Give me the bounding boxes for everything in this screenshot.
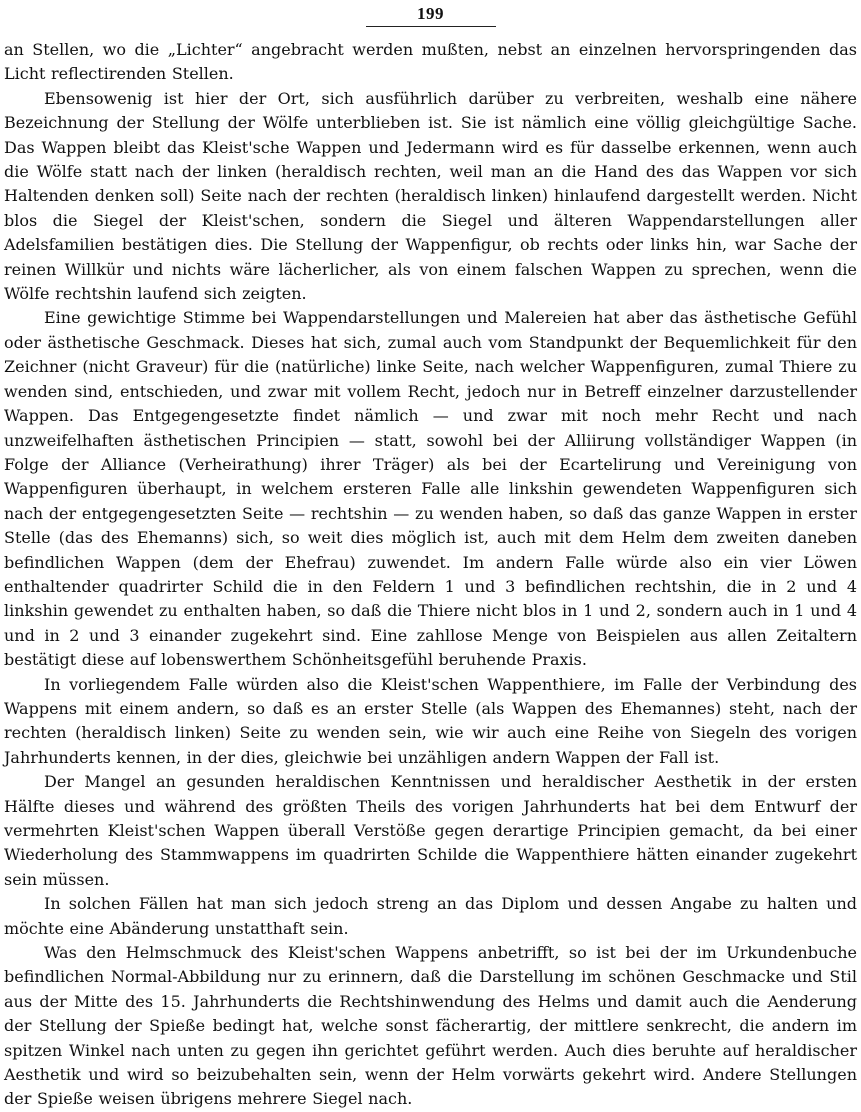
- header-rule: [366, 26, 496, 27]
- page-number: 199: [417, 4, 444, 23]
- paragraph: an Stellen, wo die „Lichter“ angebracht werden mußten, nebst an einzelnen hervorspringenden das Licht reflectirenden Stellen.: [4, 40, 857, 84]
- paragraph: In vorliegendem Falle würden also die Kleist'schen Wappenthiere, im Falle der Verbindung des Wappens mit einem andern, so daß es an erster Stelle (als Wappen des Ehemannes) steht, nach der rechten (heraldisch linken) Seite zu wenden sein, wie wir auch eine Reihe von Siegeln des vorigen Jahrhunderts kennen, in der dies, gleichwie bei unzähligen andern Wappen der Fall ist.: [4, 674, 857, 767]
- page-header: [4, 0, 857, 38]
- paragraph: Was den Helmschmuck des Kleist'schen Wappens anbetrifft, so ist bei der im Urkundenbuche befindlichen Normal-Abbildung nur zu erinnern, daß die Darstellung im schönen Geschmacke und Stil aus der Mitte des 15. Jahrhunderts die Rechtshinwendung des Helms und damit auch die Aenderung der Stellung der Spieße bedingt hat, welche sonst fächerartig, der mittlere senkrecht, die andern im spitzen Winkel nach unten zu gegen ihn gerichtet geführt werden. Auch dies beruhte auf heraldischer Aesthetik und wird so beizubehalten sein, wenn der Helm vorwärts gekehrt wird. Andere Stellungen der Spieße weisen übrigens mehrere Siegel nach.: [4, 943, 857, 1109]
- page: [4, 0, 857, 1109]
- body-text: [4, 38, 857, 1112]
- paragraph: Ebensowenig ist hier der Ort, sich ausführlich darüber zu verbreiten, weshalb eine nähere Bezeichnung der Stellung der Wölfe unterblieben ist. Sie ist nämlich eine völlig gleichgültige Sache. Das Wappen bleibt das Kleist'sche Wappen und Jedermann wird es für dasselbe erkennen, wenn auch die Wölfe statt nach der linken (heraldisch rechten, weil man an die Hand des das Wappen vor sich Haltenden denken soll) Seite nach der rechten (heraldisch linken) hinlaufend dargestellt werden. Nicht blos die Siegel der Kleist'schen, sondern die Siegel und älteren Wappendarstellungen aller Adelsfamilien bestätigen dies. Die Stellung der Wappenfigur, ob rechts oder links hin, war Sache der reinen Willkür und nichts wäre lächerlicher, als von einem falschen Wappen zu sprechen, wenn die Wölfe rechtshin laufend sich zeigten.: [4, 88, 857, 304]
- paragraph: Eine gewichtige Stimme bei Wappendarstellungen und Malereien hat aber das ästhetische Gefühl oder ästhetische Geschmack. Dieses hat sich, zumal auch vom Standpunkt der Bequemlichkeit für den Zeichner (nicht Graveur) für die (natürliche) linke Seite, nach welcher Wappenfiguren, zumal Thiere zu wenden sind, entschieden, und zwar mit vollem Recht, jedoch nur in Betreff einzelner darzustellender Wappen. Das Entgegengesetzte findet nämlich — und zwar mit noch mehr Recht und nach unzweifelhaften ästhetischen Principien — statt, sowohl bei der Alliirung vollständiger Wappen (in Folge der Alliance (Verheirathung) ihrer Träger) als bei der Ecartelirung und Vereinigung von Wappenfiguren überhaupt, in welchem ersteren Falle alle linkshin gewendeten Wappenfiguren sich nach der entgegengesetzten Seite — rechtshin — zu wenden haben, so daß das ganze Wappen in erster Stelle (das des Ehemanns) sich, so weit dies möglich ist, auch mit dem Helm dem zweiten daneben befindlichen Wappen (dem der Ehefrau) zuwendet. Im andern Falle würde also ein vier Löwen enthaltender quadrirter Schild die in den Feldern 1 und 3 befindlichen rechtshin, die in 2 und 4 linkshin gewendet zu enthalten haben, so daß die Thiere nicht blos in 1 und 2, sondern auch in 1 und 4 und in 2 und 3 einander zugekehrt sind. Eine zahllose Menge von Beispielen aus allen Zeitaltern bestätigt diese auf lobenswerthem Schönheitsgefühl beruhende Praxis.: [4, 308, 857, 670]
- paragraph: Der Mangel an gesunden heraldischen Kenntnissen und heraldischer Aesthetik in der ersten Hälfte dieses und während des größten Theils des vorigen Jahrhunderts hat bei dem Entwurf der vermehrten Kleist'schen Wappen überall Verstöße gegen derartige Principien gemacht, da bei einer Wiederholung des Stammwappens im quadrirten Schilde die Wappenthiere hätten einander zugekehrt sein müssen.: [4, 772, 857, 889]
- paragraph: In solchen Fällen hat man sich jedoch streng an das Diplom und dessen Angabe zu halten und möchte eine Abänderung unstatthaft sein.: [4, 894, 857, 938]
